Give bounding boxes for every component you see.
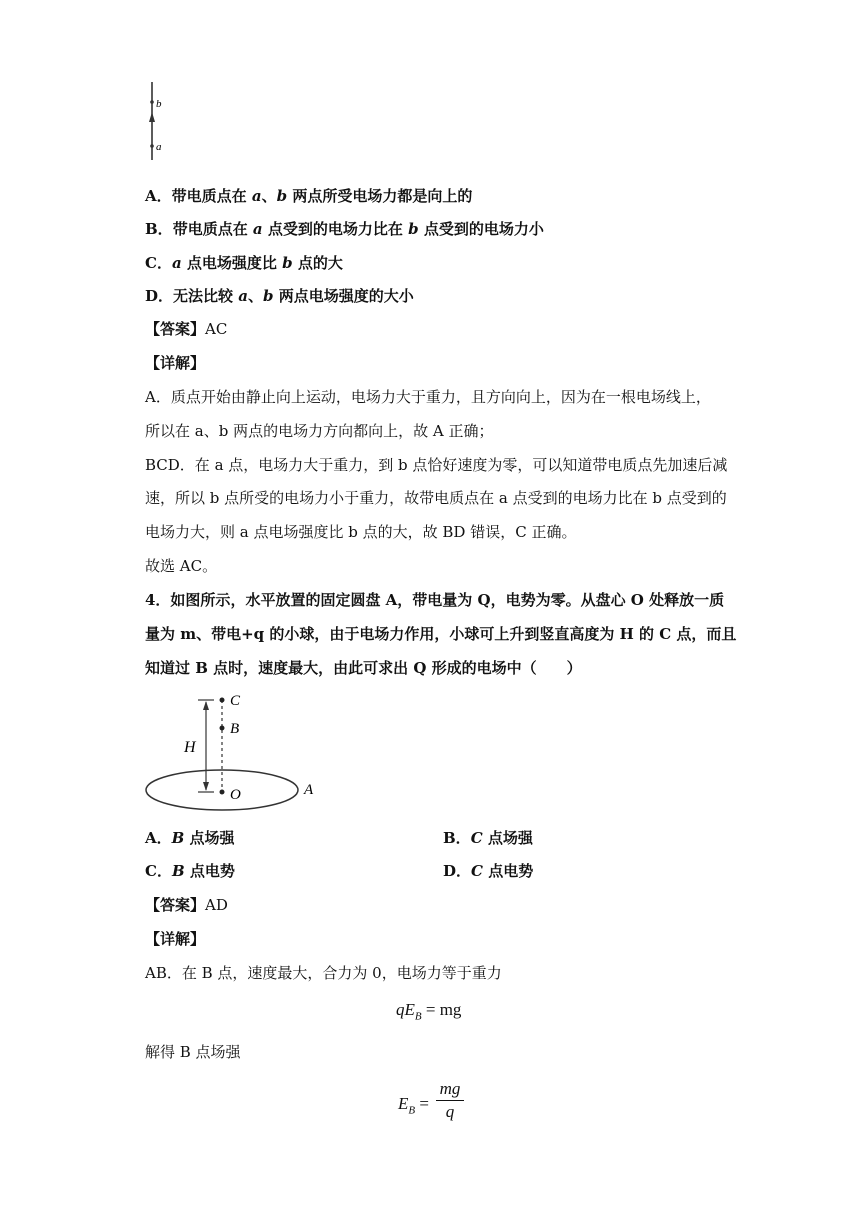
- q3-option-a: A．带电质点在 a、b 两点所受电场力都是向上的: [145, 187, 473, 205]
- q3-explain-line: BCD．在 a 点，电场力大于重力，到 b 点恰好速度为零，可以知道带电质点先加速后减: [145, 456, 728, 474]
- q3-answer: 【答案】AC: [145, 320, 228, 338]
- q3-explain-line: 故选 AC。: [145, 557, 218, 575]
- equation-eb-left: $E_B$ =: [398, 1094, 429, 1117]
- equation-qeb-mg: $qE_B$ = mg: [396, 1000, 462, 1023]
- q3-explain-line: 所以在 a、b 两点的电场力方向都向上，故 A 正确；: [145, 422, 494, 440]
- q3-option-d: D．无法比较 a、b 两点电场强度的大小: [145, 287, 414, 305]
- height-h-label: H: [184, 739, 196, 756]
- fraction-mg-over-q: mg q: [436, 1079, 464, 1122]
- q4-option-a: A．B 点场强: [145, 829, 235, 847]
- q3-explain-line: 电场力大，则 a 点电场强度比 b 点的大，故 BD 错误，C 正确。: [145, 523, 577, 541]
- q3-explain-label: 【详解】: [145, 354, 206, 372]
- charged-disc-figure: [140, 686, 330, 816]
- point-c-label: C: [230, 693, 241, 709]
- q4-stem-line: 量为 m、带电+q 的小球，由于电场力作用，小球可上升到竖直高度为 H 的 C 点，而且: [145, 625, 737, 643]
- q4-stem-line: 知道过 B 点时，速度最大，由此可求出 Q 形成的电场中（ ）: [145, 659, 582, 677]
- point-o-label: O: [230, 787, 241, 803]
- disc-a-label: A: [304, 782, 314, 798]
- q4-explain-line: AB．在 B 点，速度最大，合力为 0，电场力等于重力: [145, 964, 502, 982]
- point-b-label: b: [156, 98, 162, 110]
- point-b-label: B: [230, 721, 240, 737]
- q3-option-b: B．带电质点在 a 点受到的电场力比在 b 点受到的电场力小: [145, 220, 544, 238]
- q3-option-c: C．a 点电场强度比 b 点的大: [145, 254, 343, 272]
- point-a-label: a: [156, 141, 162, 153]
- q4-option-b: B．C 点场强: [443, 829, 533, 847]
- q4-explain-line: 解得 B 点场强: [145, 1043, 241, 1061]
- field-line-figure: [138, 80, 178, 164]
- q4-explain-label: 【详解】: [145, 930, 206, 948]
- q4-stem-line: 4．如图所示，水平放置的固定圆盘 A，带电量为 Q，电势为零。从盘心 O 处释放一质: [145, 591, 725, 609]
- q4-option-c: C．B 点电势: [145, 862, 235, 880]
- q3-explain-line: A．质点开始由静止向上运动，电场力大于重力，且方向向上，因为在一根电场线上，: [145, 388, 711, 406]
- q3-explain-line: 速，所以 b 点所受的电场力小于重力，故带电质点在 a 点受到的电场力比在 b 点受到的: [145, 489, 727, 507]
- q4-answer: 【答案】AD: [145, 896, 228, 914]
- q4-option-d: D．C 点电势: [443, 862, 534, 880]
